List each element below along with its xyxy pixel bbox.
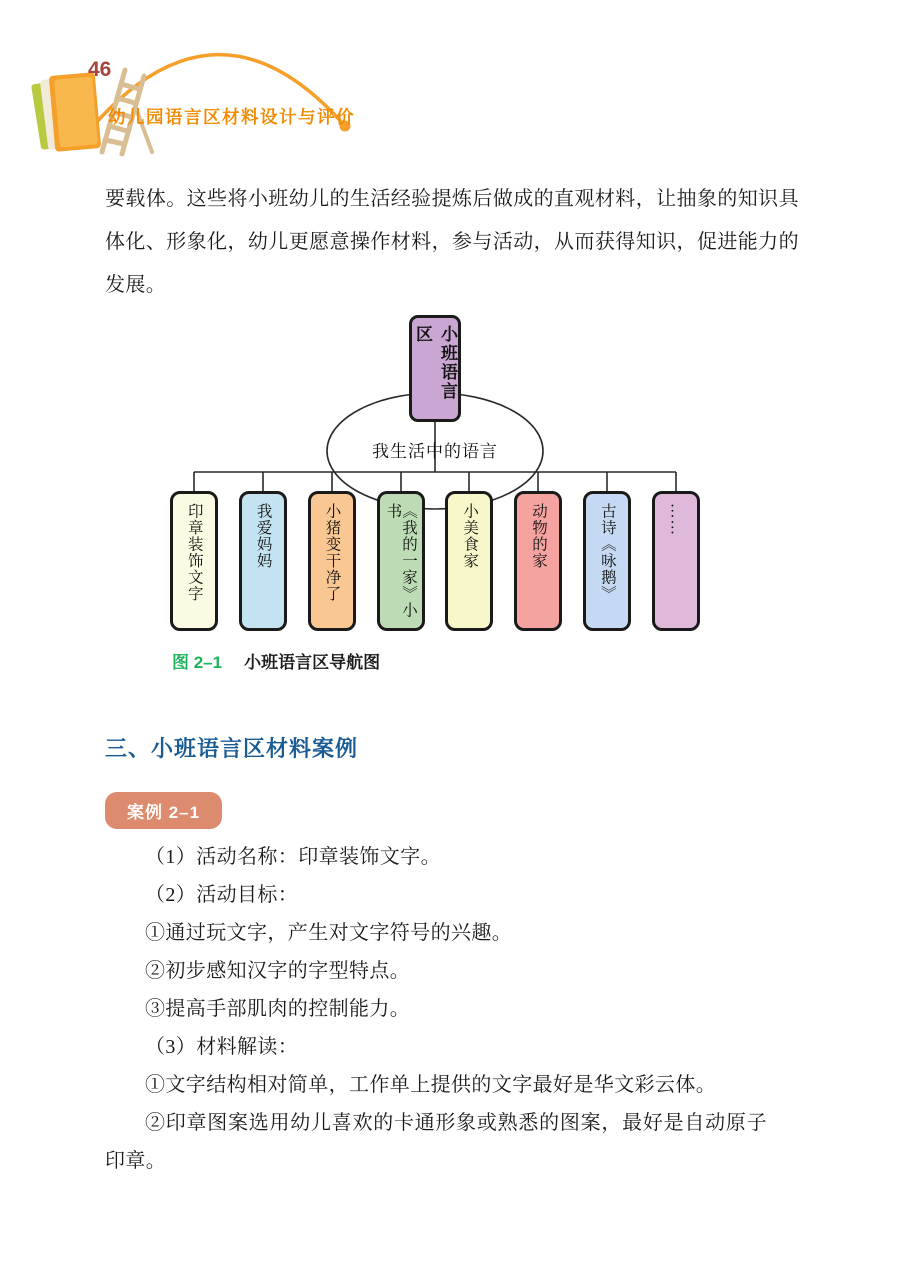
diagram-root-node (409, 315, 461, 422)
books (31, 72, 101, 152)
case-item: （2）活动目标： (145, 884, 299, 906)
diagram-node-label: 印章装饰文字 (185, 503, 203, 602)
case-item: ①文字结构相对简单，工作单上提供的文字最好是华文彩云体。 (145, 1074, 717, 1096)
figure-title: 小班语言区导航图 (244, 653, 381, 672)
books-ladder-icon (30, 48, 360, 158)
case-item: （3）材料解读： (145, 1036, 299, 1058)
case-item: （1）活动名称：印章装饰文字。 (145, 846, 441, 868)
figure-caption (172, 648, 380, 673)
case-item: ①通过玩文字，产生对文字符号的兴趣。 (145, 922, 513, 944)
case-badge: 案例 2–1 (105, 792, 222, 829)
case-item: ②印章图案选用幼儿喜欢的卡通形象或熟悉的图案，最好是自动原子印章。 (105, 1112, 767, 1172)
case-item-list (105, 838, 767, 1180)
case-item: ③提高手部肌肉的控制能力。 (145, 998, 411, 1020)
navigation-diagram (170, 315, 700, 635)
diagram-node-label: 动物的家 (529, 503, 547, 569)
diagram-node-animal-home (514, 491, 562, 631)
diagram-node-label: …… (667, 503, 685, 536)
diagram-node-stamp-text (170, 491, 218, 631)
section-heading: 三、小班语言区材料案例 (105, 736, 359, 761)
page-number: 46 (88, 58, 112, 81)
diagram-node-label: 古诗《咏鹅》 (598, 503, 616, 602)
diagram-node-ellipsis (652, 491, 700, 631)
diagram-node-piglet (308, 491, 356, 631)
diagram-root-label: 小班语言区 (413, 325, 457, 401)
book-title: 幼儿园语言区材料设计与评价 (108, 107, 355, 127)
case-item: ②初步感知汉字的字型特点。 (145, 960, 411, 982)
diagram-node-little-gourmet (445, 491, 493, 631)
diagram-node-label: 小美食家 (461, 503, 479, 569)
diagram-node-my-family-book (377, 491, 425, 631)
diagram-ellipse-label: 我生活中的语言 (372, 442, 498, 461)
diagram-node-love-mom (239, 491, 287, 631)
diagram-node-label: 《我的一家》小书 (384, 503, 418, 619)
diagram-node-poem-goose (583, 491, 631, 631)
intro-paragraph: 要载体。这些将小班幼儿的生活经验提炼后做成的直观材料，让抽象的知识具体化、形象化，幼儿更愿意操作材料，参与活动，从而获得知识，促进能力的发展。 (105, 188, 799, 296)
figure-label: 图 2–1 (172, 653, 223, 672)
diagram-node-label: 我爱妈妈 (254, 503, 272, 569)
diagram-node-label: 小猪变干净了 (323, 503, 341, 602)
diagram-node-row (170, 491, 700, 631)
